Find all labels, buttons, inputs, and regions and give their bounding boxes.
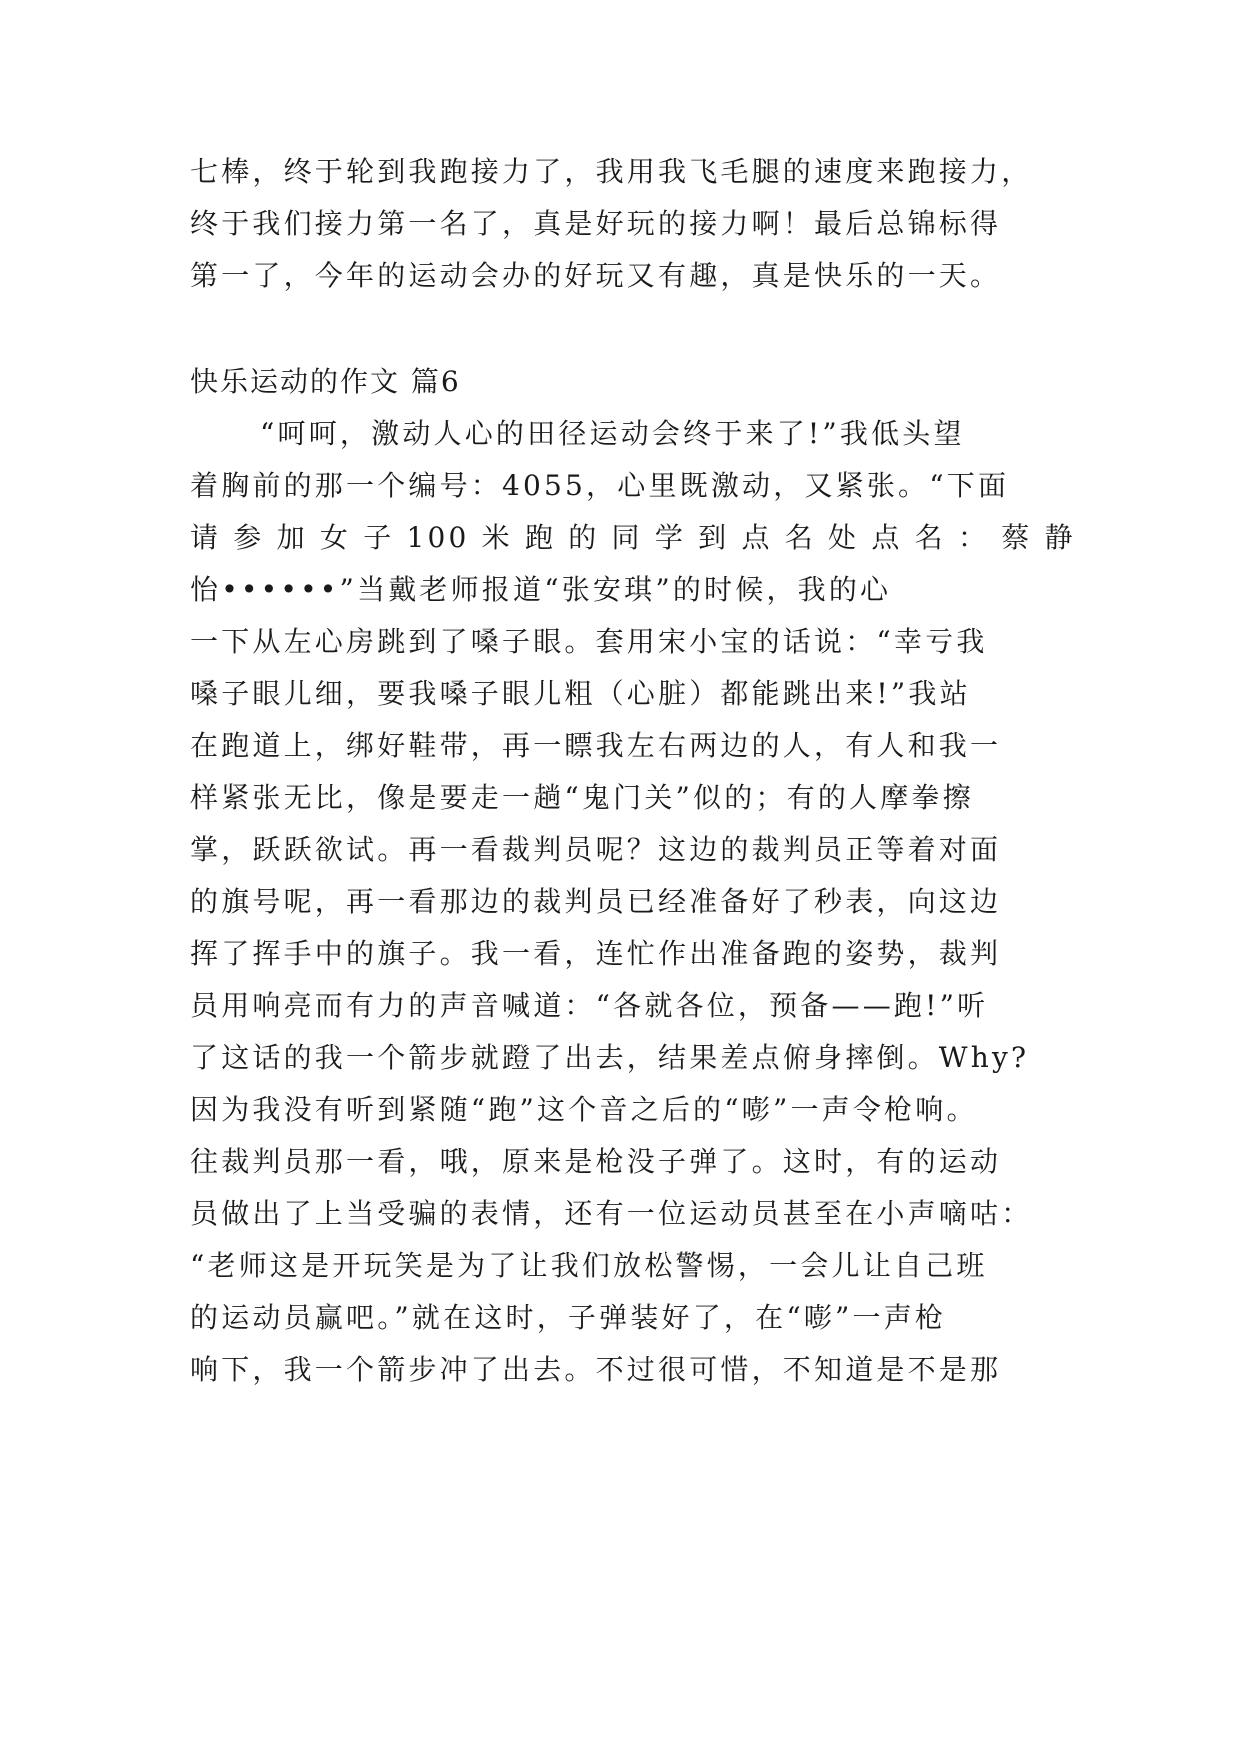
text-line: 了这话的我一个箭步就蹬了出去，结果差点俯身摔倒。Why? (190, 1041, 1030, 1074)
text-line: 往裁判员那一看，哦，原来是枪没子弹了。这时，有的运动 (190, 1145, 1002, 1178)
text-line: 因为我没有听到紧随“跑”这个音之后的“嘭”一声令枪响。 (190, 1093, 978, 1126)
text-line: 掌，跃跃欲试。再一看裁判员呢？这边的裁判员正等着对面 (190, 833, 1002, 866)
text-line: 七棒，终于轮到我跑接力了，我用我飞毛腿的速度来跑接力， (190, 155, 1033, 188)
text-line: 着胸前的那一个编号：4055，心里既激动，又紧张。“下面 (190, 469, 1010, 502)
text-line: 终于我们接力第一名了，真是好玩的接力啊！最后总锦标得 (190, 207, 1002, 240)
text-line: 在跑道上，绑好鞋带，再一瞟我左右两边的人，有人和我一 (190, 729, 1002, 762)
text-line: 员做出了上当受骗的表情，还有一位运动员甚至在小声嘀咕： (190, 1197, 1033, 1230)
text-line: 挥了挥手中的旗子。我一看，连忙作出准备跑的姿势，裁判 (190, 937, 1002, 970)
text-line: 第一了，今年的运动会办的好玩又有趣，真是快乐的一天。 (190, 259, 1002, 292)
text-line: “呵呵，激动人心的田径运动会终于来了!”我低头望 (260, 417, 965, 450)
section-heading: 快乐运动的作文 篇6 (190, 365, 461, 398)
text-line: “老师这是开玩笑是为了让我们放松警惕，一会儿让自己班 (190, 1249, 988, 1282)
text-line: 一下从左心房跳到了嗓子眼。套用宋小宝的话说：“幸亏我 (190, 625, 988, 658)
text-line: 怡••••••”当戴老师报道“张安琪”的时候，我的心 (190, 573, 892, 606)
text-line: 的旗号呢，再一看那边的裁判员已经准备好了秒表，向这边 (190, 885, 1002, 918)
text-line: 嗓子眼儿细，要我嗓子眼儿粗（心脏）都能跳出来!”我站 (190, 677, 971, 710)
text-line: 响下，我一个箭步冲了出去。不过很可惜，不知道是不是那 (190, 1353, 1002, 1386)
text-line: 样紧张无比，像是要走一趟“鬼门关”似的；有的人摩拳擦 (190, 781, 974, 814)
text-line: 的运动员赢吧。”就在这时，子弹装好了，在“嘭”一声枪 (190, 1301, 947, 1334)
text-line: 请 参 加 女 子 100 米 跑 的 同 学 到 点 名 处 点 名 ： 蔡 静 (190, 521, 1076, 554)
text-line: 员用响亮而有力的声音喊道：“各就各位，预备——跑!”听 (190, 989, 989, 1022)
